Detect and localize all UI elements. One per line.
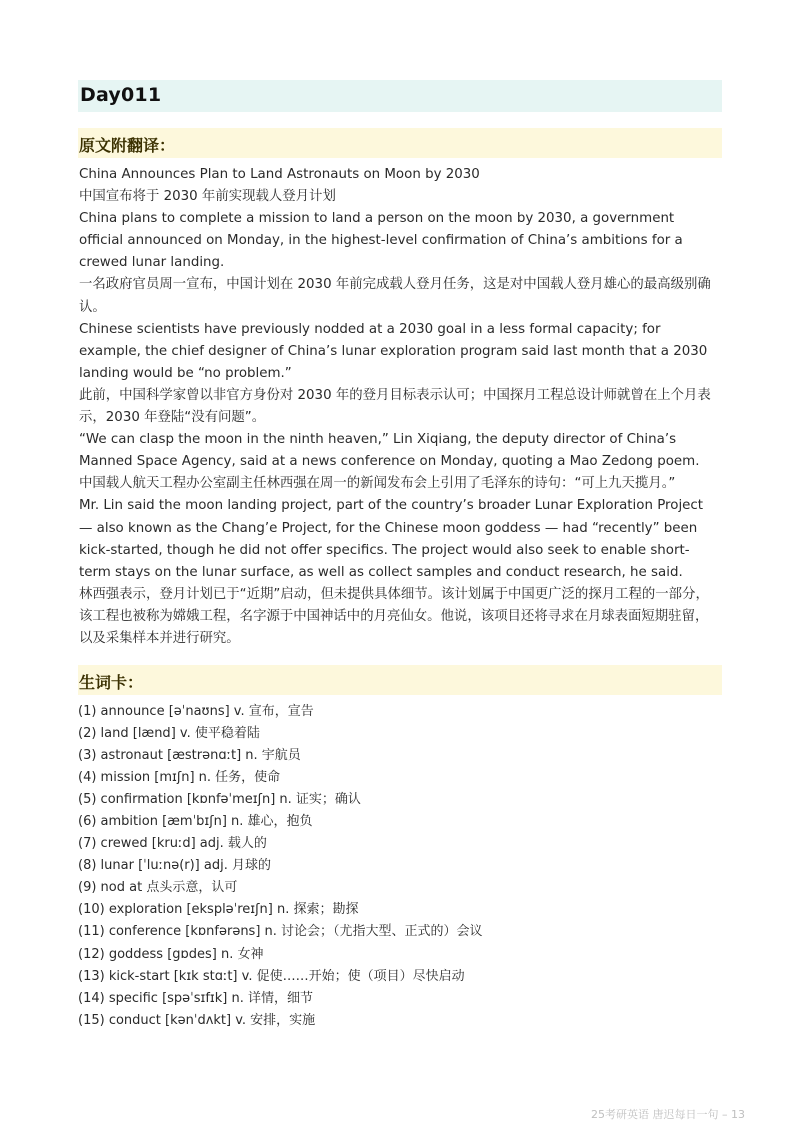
- day-title: Day011: [80, 84, 162, 106]
- section-title-translation: 原文附翻译：: [79, 136, 176, 155]
- paragraph-en: China plans to complete a mission to land a person on the moon by 2030, a government official announced on Monday, in the highest-level confirmation of China’s ambitions for a crewed lunar landing.: [79, 211, 683, 271]
- paragraph-en: Mr. Lin said the moon landing project, part of the country’s broader Lunar Exploration Project — also known as the Chang’e Project, for the Chinese moon goddess — had “recently” been kick-started, though he did not offer specifics. The project would also seek to enable short-term stays on the lunar surface, as well as collect samples and conduct research, he said.: [79, 498, 704, 580]
- vocab-item: (3) astronaut [æstrənɑːt] n. 宇航员: [78, 748, 301, 764]
- article-body: [79, 164, 719, 650]
- vocab-item: (8) lunar [ˈluːnə(r)] adj. 月球的: [78, 858, 271, 874]
- article-headline-en: China Announces Plan to Land Astronauts on Moon by 2030: [79, 167, 480, 182]
- vocab-item: (14) specific [spəˈsɪfɪk] n. 详情，细节: [78, 990, 313, 1006]
- paragraph-en: Chinese scientists have previously nodded at a 2030 goal in a less formal capacity; for example, the chief designer of China’s lunar exploration program said last month that a 2030 landing would be “no problem.”: [79, 321, 708, 381]
- paragraph-zh: 林西强表示，登月计划已于“近期”启动，但未提供具体细节。该计划属于中国更广泛的探月工程的一部分，该工程也被称为嫦娥工程，名字源于中国神话中的月亮仙女。他说，该项目还将寻求在月球表面短期驻留，以及采集样本并进行研究。: [79, 586, 709, 646]
- page-footer: 25考研英语 唐迟每日一句 – 13: [591, 1108, 745, 1121]
- vocab-item: (11) conference [kɒnfərəns] n. 讨论会；（尤指大型、正式的）会议: [78, 924, 483, 940]
- vocab-item: (7) crewed [kruːd] adj. 载人的: [78, 836, 267, 852]
- day-title-band: [78, 80, 722, 112]
- vocab-item: (1) announce [əˈnaʊns] v. 宣布，宣告: [78, 704, 314, 719]
- section-band-vocab: [78, 665, 722, 695]
- vocab-item: (13) kick-start [kɪk stɑːt] v. 促使……开始；使（项目）尽快启动: [78, 968, 465, 984]
- vocab-item: (9) nod at 点头示意，认可: [78, 880, 238, 896]
- paragraph-zh: 中国载人航天工程办公室副主任林西强在周一的新闻发布会上引用了毛泽东的诗句：“可上九天揽月。”: [79, 476, 676, 492]
- vocab-item: (4) mission [mɪʃn] n. 任务，使命: [78, 770, 281, 786]
- paragraph-zh: 此前，中国科学家曾以非官方身份对 2030 年的登月目标表示认可；中国探月工程总设计师就曾在上个月表示，2030 年登陆“没有问题”。: [79, 387, 711, 426]
- vocab-item: (15) conduct [kənˈdʌkt] v. 安排，实施: [78, 1012, 316, 1028]
- section-title-vocab: 生词卡：: [79, 673, 144, 692]
- vocab-item: (2) land [lænd] v. 使平稳着陆: [78, 726, 260, 742]
- vocab-item: (12) goddess [gɒdes] n. 女神: [78, 946, 264, 962]
- paragraph-en: “We can clasp the moon in the ninth heaven,” Lin Xiqiang, the deputy director of China’s Manned Space Agency, said at a news conference on Monday, quoting a Mao Zedong poem.: [79, 432, 700, 470]
- vocab-item: (5) confirmation [kɒnfəˈmeɪʃn] n. 证实；确认: [78, 792, 361, 808]
- vocab-list: [78, 701, 718, 1032]
- vocab-item: (10) exploration [ekspləˈreɪʃn] n. 探索；勘探: [78, 902, 359, 918]
- vocab-item: (6) ambition [æmˈbɪʃn] n. 雄心，抱负: [78, 814, 313, 830]
- article-headline-zh: 中国宣布将于 2030 年前实现载人登月计划: [79, 189, 336, 205]
- paragraph-zh: 一名政府官员周一宣布，中国计划在 2030 年前完成载人登月任务，这是对中国载人登月雄心的最高级别确认。: [79, 277, 711, 315]
